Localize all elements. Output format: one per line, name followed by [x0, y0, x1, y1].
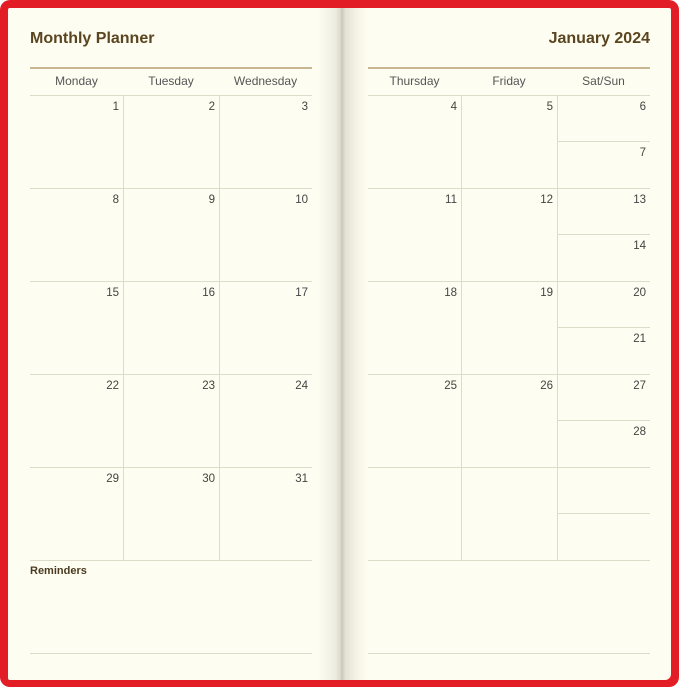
weekend-divider: [557, 141, 650, 142]
header-rule-right: [368, 67, 650, 69]
date-number: 8: [112, 194, 119, 206]
day-header: Sat/Sun: [582, 74, 625, 88]
date-number: 12: [540, 194, 553, 206]
day-header: Thursday: [389, 74, 440, 88]
date-number: 27: [633, 380, 646, 392]
row-divider: [368, 95, 650, 96]
date-number: 24: [295, 380, 308, 392]
bottom-rule: [368, 653, 650, 654]
day-header: Wednesday: [233, 74, 298, 88]
date-number: 29: [106, 473, 119, 485]
date-number: 28: [633, 426, 646, 438]
date-number: 26: [540, 380, 553, 392]
date-number: 4: [450, 101, 457, 113]
date-number: 31: [295, 473, 308, 485]
date-number: 9: [208, 194, 215, 206]
row-divider: [30, 95, 312, 96]
date-number: 5: [546, 101, 553, 113]
weekend-divider: [557, 327, 650, 328]
date-number: 25: [444, 380, 457, 392]
row-divider: [368, 560, 650, 561]
row-divider: [368, 374, 650, 375]
row-divider: [368, 281, 650, 282]
month-title: January 2024: [548, 30, 650, 47]
left-page-title: Monthly Planner: [30, 30, 155, 47]
bottom-rule: [30, 653, 312, 654]
date-number: 23: [202, 380, 215, 392]
weekend-divider: [557, 420, 650, 421]
date-number: 18: [444, 287, 457, 299]
date-number: 13: [633, 194, 646, 206]
date-number: 30: [202, 473, 215, 485]
row-divider: [30, 560, 312, 561]
row-divider: [368, 467, 650, 468]
date-number: 17: [295, 287, 308, 299]
weekend-divider: [557, 234, 650, 235]
date-number: 11: [445, 194, 457, 206]
date-number: 6: [639, 101, 646, 113]
row-divider: [30, 374, 312, 375]
weekend-divider: [557, 513, 650, 514]
date-number: 20: [633, 287, 646, 299]
date-number: 21: [633, 333, 646, 345]
date-number: 3: [301, 101, 308, 113]
day-header: Friday: [492, 74, 526, 88]
row-divider: [30, 467, 312, 468]
row-divider: [368, 188, 650, 189]
date-number: 10: [295, 194, 308, 206]
day-header: Monday: [55, 74, 98, 88]
header-rule-left: [30, 67, 312, 69]
day-header: Tuesday: [148, 74, 194, 88]
date-number: 22: [106, 380, 119, 392]
column-divider: [219, 95, 220, 560]
book-spine: [318, 8, 368, 680]
date-number: 16: [202, 287, 215, 299]
column-divider: [461, 95, 462, 560]
row-divider: [30, 188, 312, 189]
date-number: 2: [208, 101, 215, 113]
date-number: 14: [633, 240, 646, 252]
reminders-label: Reminders: [30, 565, 87, 577]
row-divider: [30, 281, 312, 282]
date-number: 19: [540, 287, 553, 299]
column-divider: [123, 95, 124, 560]
date-number: 1: [112, 101, 119, 113]
date-number: 15: [106, 287, 119, 299]
date-number: 7: [639, 147, 646, 159]
